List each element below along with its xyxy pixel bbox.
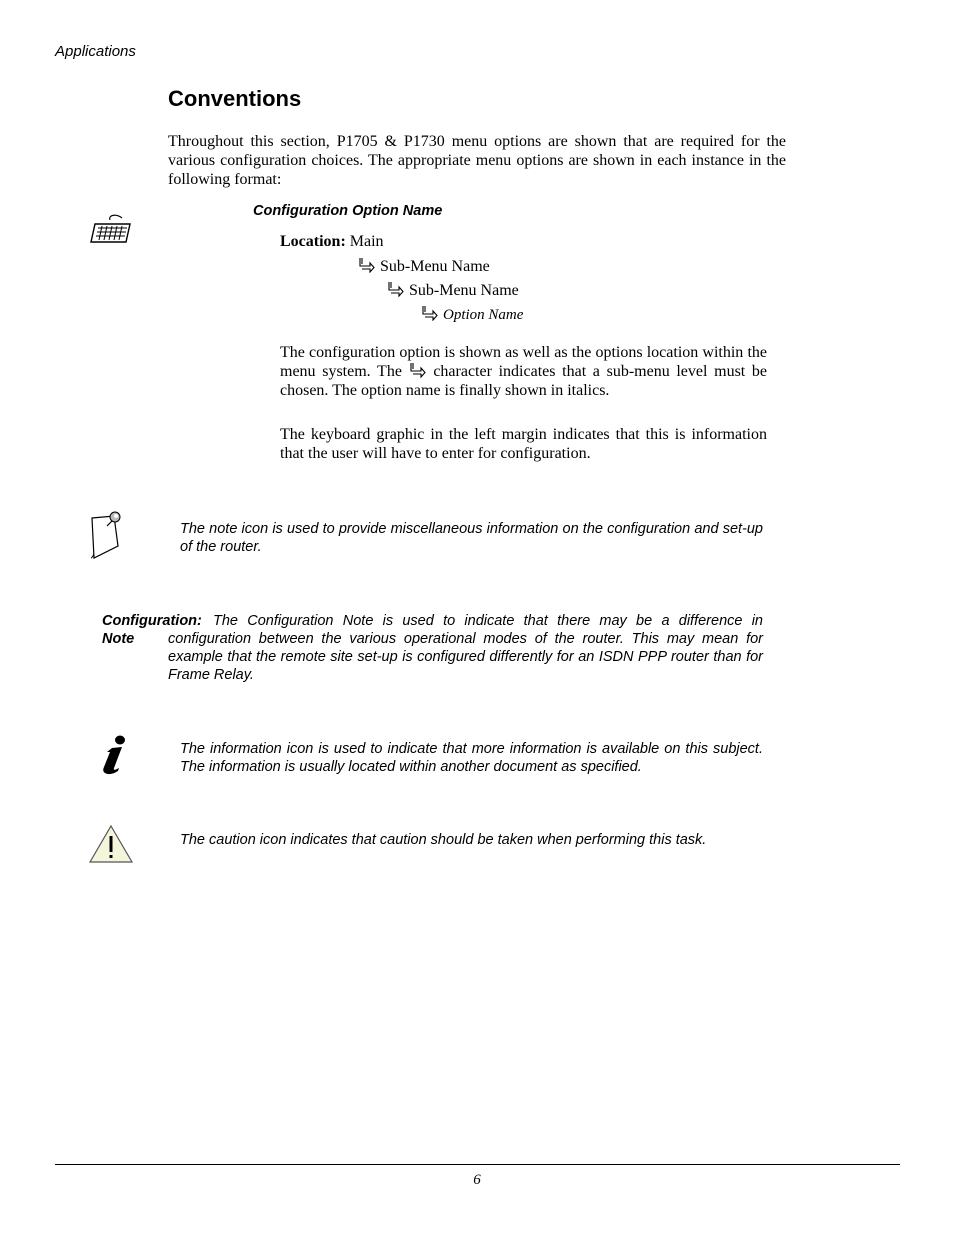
submenu-line-2 xyxy=(387,281,519,300)
page-title: Conventions xyxy=(168,86,302,111)
config-note-label-2: Note xyxy=(102,631,135,647)
page-number: 6 xyxy=(473,1172,481,1188)
footer-rule xyxy=(55,1164,900,1165)
option-line xyxy=(421,305,523,324)
running-header: Applications xyxy=(55,43,136,60)
keyboard-icon xyxy=(88,212,134,246)
submenu-arrow-icon xyxy=(387,281,405,297)
intro-paragraph: Throughout this section, P1705 & P1730 menu options are shown that are required for the various configuration choices. The appropriate menu options are shown in each instance in the following format: xyxy=(168,133,786,188)
submenu-arrow-icon xyxy=(358,257,376,273)
option-name: Option Name xyxy=(443,307,524,323)
location-main: Main xyxy=(349,233,384,250)
config-note-text-rest: configuration between the various operational modes of the router. This may mean for example that the remote site set-up is configured differently for an ISDN PPP router than for Frame Relay. xyxy=(168,631,763,683)
caution-text: The caution icon indicates that caution should be taken when performing this task. xyxy=(180,832,707,848)
explain-text-1b: character indicates that a sub-menu level must be chosen. The option name is finally shown in italics. xyxy=(280,363,768,399)
location-line xyxy=(280,233,384,251)
option-heading: Configuration Option Name xyxy=(253,203,443,219)
note-pin-icon xyxy=(88,508,128,562)
explain-text-1a: The configuration option is shown as well as the options location within the menu system. The xyxy=(280,344,767,380)
explain-paragraph-2: The keyboard graphic in the left margin indicates that this is information that the user will have to enter for configuration. xyxy=(280,426,767,462)
submenu-arrow-icon xyxy=(421,305,439,321)
location-label: Location: xyxy=(280,233,346,250)
config-note-text-first: The Configuration Note is used to indicate that there may be a difference in xyxy=(213,613,763,629)
submenu-name-2: Sub-Menu Name xyxy=(409,282,519,299)
info-icon xyxy=(98,734,132,776)
submenu-arrow-icon xyxy=(409,362,427,378)
note-text: The note icon is used to provide miscellaneous information on the configuration and set-up of the router. xyxy=(180,521,763,555)
info-text: The information icon is used to indicate that more information is available on this subject. The information is usually located within another document as specified. xyxy=(180,741,763,775)
caution-icon xyxy=(88,824,134,864)
submenu-name-1: Sub-Menu Name xyxy=(380,258,490,275)
config-note-label-1: Configuration: xyxy=(102,613,202,629)
explain-paragraph-1 xyxy=(280,343,767,400)
submenu-line-1 xyxy=(358,257,490,276)
